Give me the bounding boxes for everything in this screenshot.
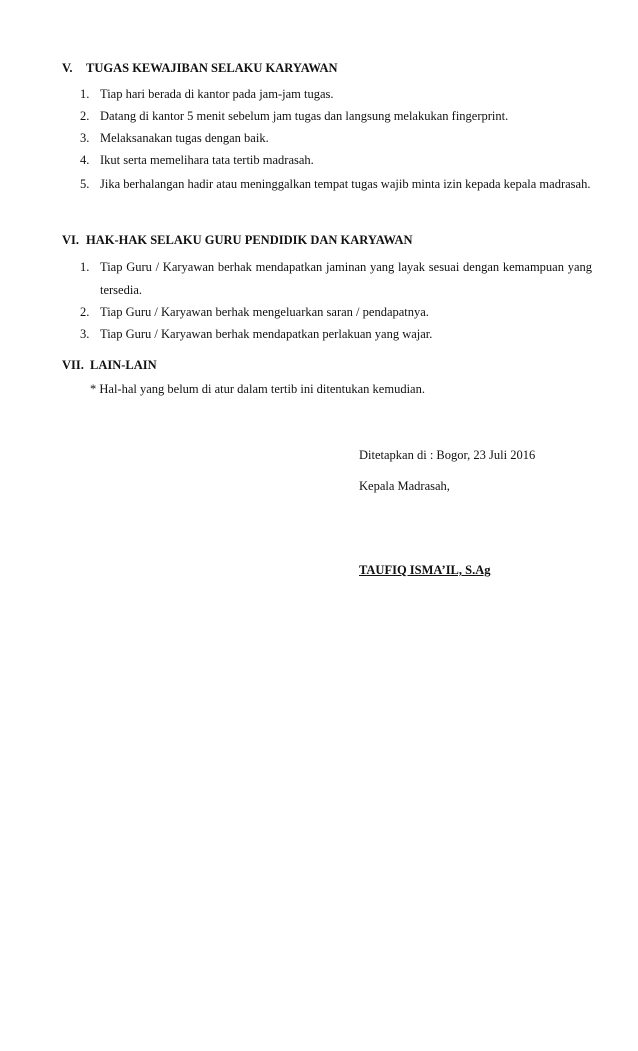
list-item-number: 1. <box>80 260 90 274</box>
signature-position: Kepala Madrasah, <box>359 479 450 493</box>
section-vii-heading <box>62 357 592 374</box>
list-item-number: 2. <box>80 109 90 123</box>
section-vi-number: VI. <box>62 233 80 247</box>
list-item <box>62 256 592 302</box>
list-item <box>62 129 592 148</box>
section-vi-list <box>62 256 592 344</box>
section-vi-heading <box>62 232 592 249</box>
list-item-text: Ikut serta memelihara tata tertib madrasah. <box>100 153 314 167</box>
list-item-text: Tiap Guru / Karyawan berhak mendapatkan perlakuan yang wajar. <box>100 327 433 341</box>
list-item <box>62 325 592 344</box>
list-item <box>62 303 592 322</box>
section-vii-note: * Hal-hal yang belum di atur dalam tertib ini ditentukan kemudian. <box>90 382 425 396</box>
signature-name: TAUFIQ ISMA’IL, S.Ag <box>359 563 491 577</box>
list-item-text: Tiap hari berada di kantor pada jam-jam tugas. <box>100 87 334 101</box>
section-v-heading <box>62 60 592 77</box>
section-vi-title: HAK-HAK SELAKU GURU PENDIDIK DAN KARYAWAN <box>86 233 413 247</box>
list-item-text: Tiap Guru / Karyawan berhak mendapatkan jaminan yang layak sesuai dengan kemampuan yang tersedia. <box>100 260 592 297</box>
signature-place-date: Ditetapkan di : Bogor, 23 Juli 2016 <box>359 448 536 462</box>
list-item-text: Jika berhalangan hadir atau meninggalkan tempat tugas wajib minta izin kepada kepala madrasah. <box>100 177 591 191</box>
section-vii <box>62 357 592 399</box>
list-item-text: Datang di kantor 5 menit sebelum jam tugas dan langsung melakukan fingerprint. <box>100 109 509 123</box>
section-vii-number: VII. <box>62 358 84 372</box>
list-item <box>62 107 592 126</box>
list-item-number: 5. <box>80 177 90 191</box>
list-item <box>62 85 592 104</box>
section-v-list <box>62 85 592 196</box>
list-item-number: 4. <box>80 153 90 167</box>
list-item-text: Melaksanakan tugas dengan baik. <box>100 131 269 145</box>
list-item-number: 3. <box>80 327 90 341</box>
list-item-number: 3. <box>80 131 90 145</box>
section-vi <box>62 232 592 344</box>
list-item <box>62 151 592 170</box>
section-vii-title: LAIN-LAIN <box>90 358 157 372</box>
list-item-text: Tiap Guru / Karyawan berhak mengeluarkan saran / pendapatnya. <box>100 305 429 319</box>
section-v-title: TUGAS KEWAJIBAN SELAKU KARYAWAN <box>86 61 338 75</box>
section-v <box>62 60 592 196</box>
list-item-number: 2. <box>80 305 90 319</box>
section-v-number: V. <box>62 61 73 75</box>
list-item <box>62 173 592 196</box>
list-item-number: 1. <box>80 87 90 101</box>
